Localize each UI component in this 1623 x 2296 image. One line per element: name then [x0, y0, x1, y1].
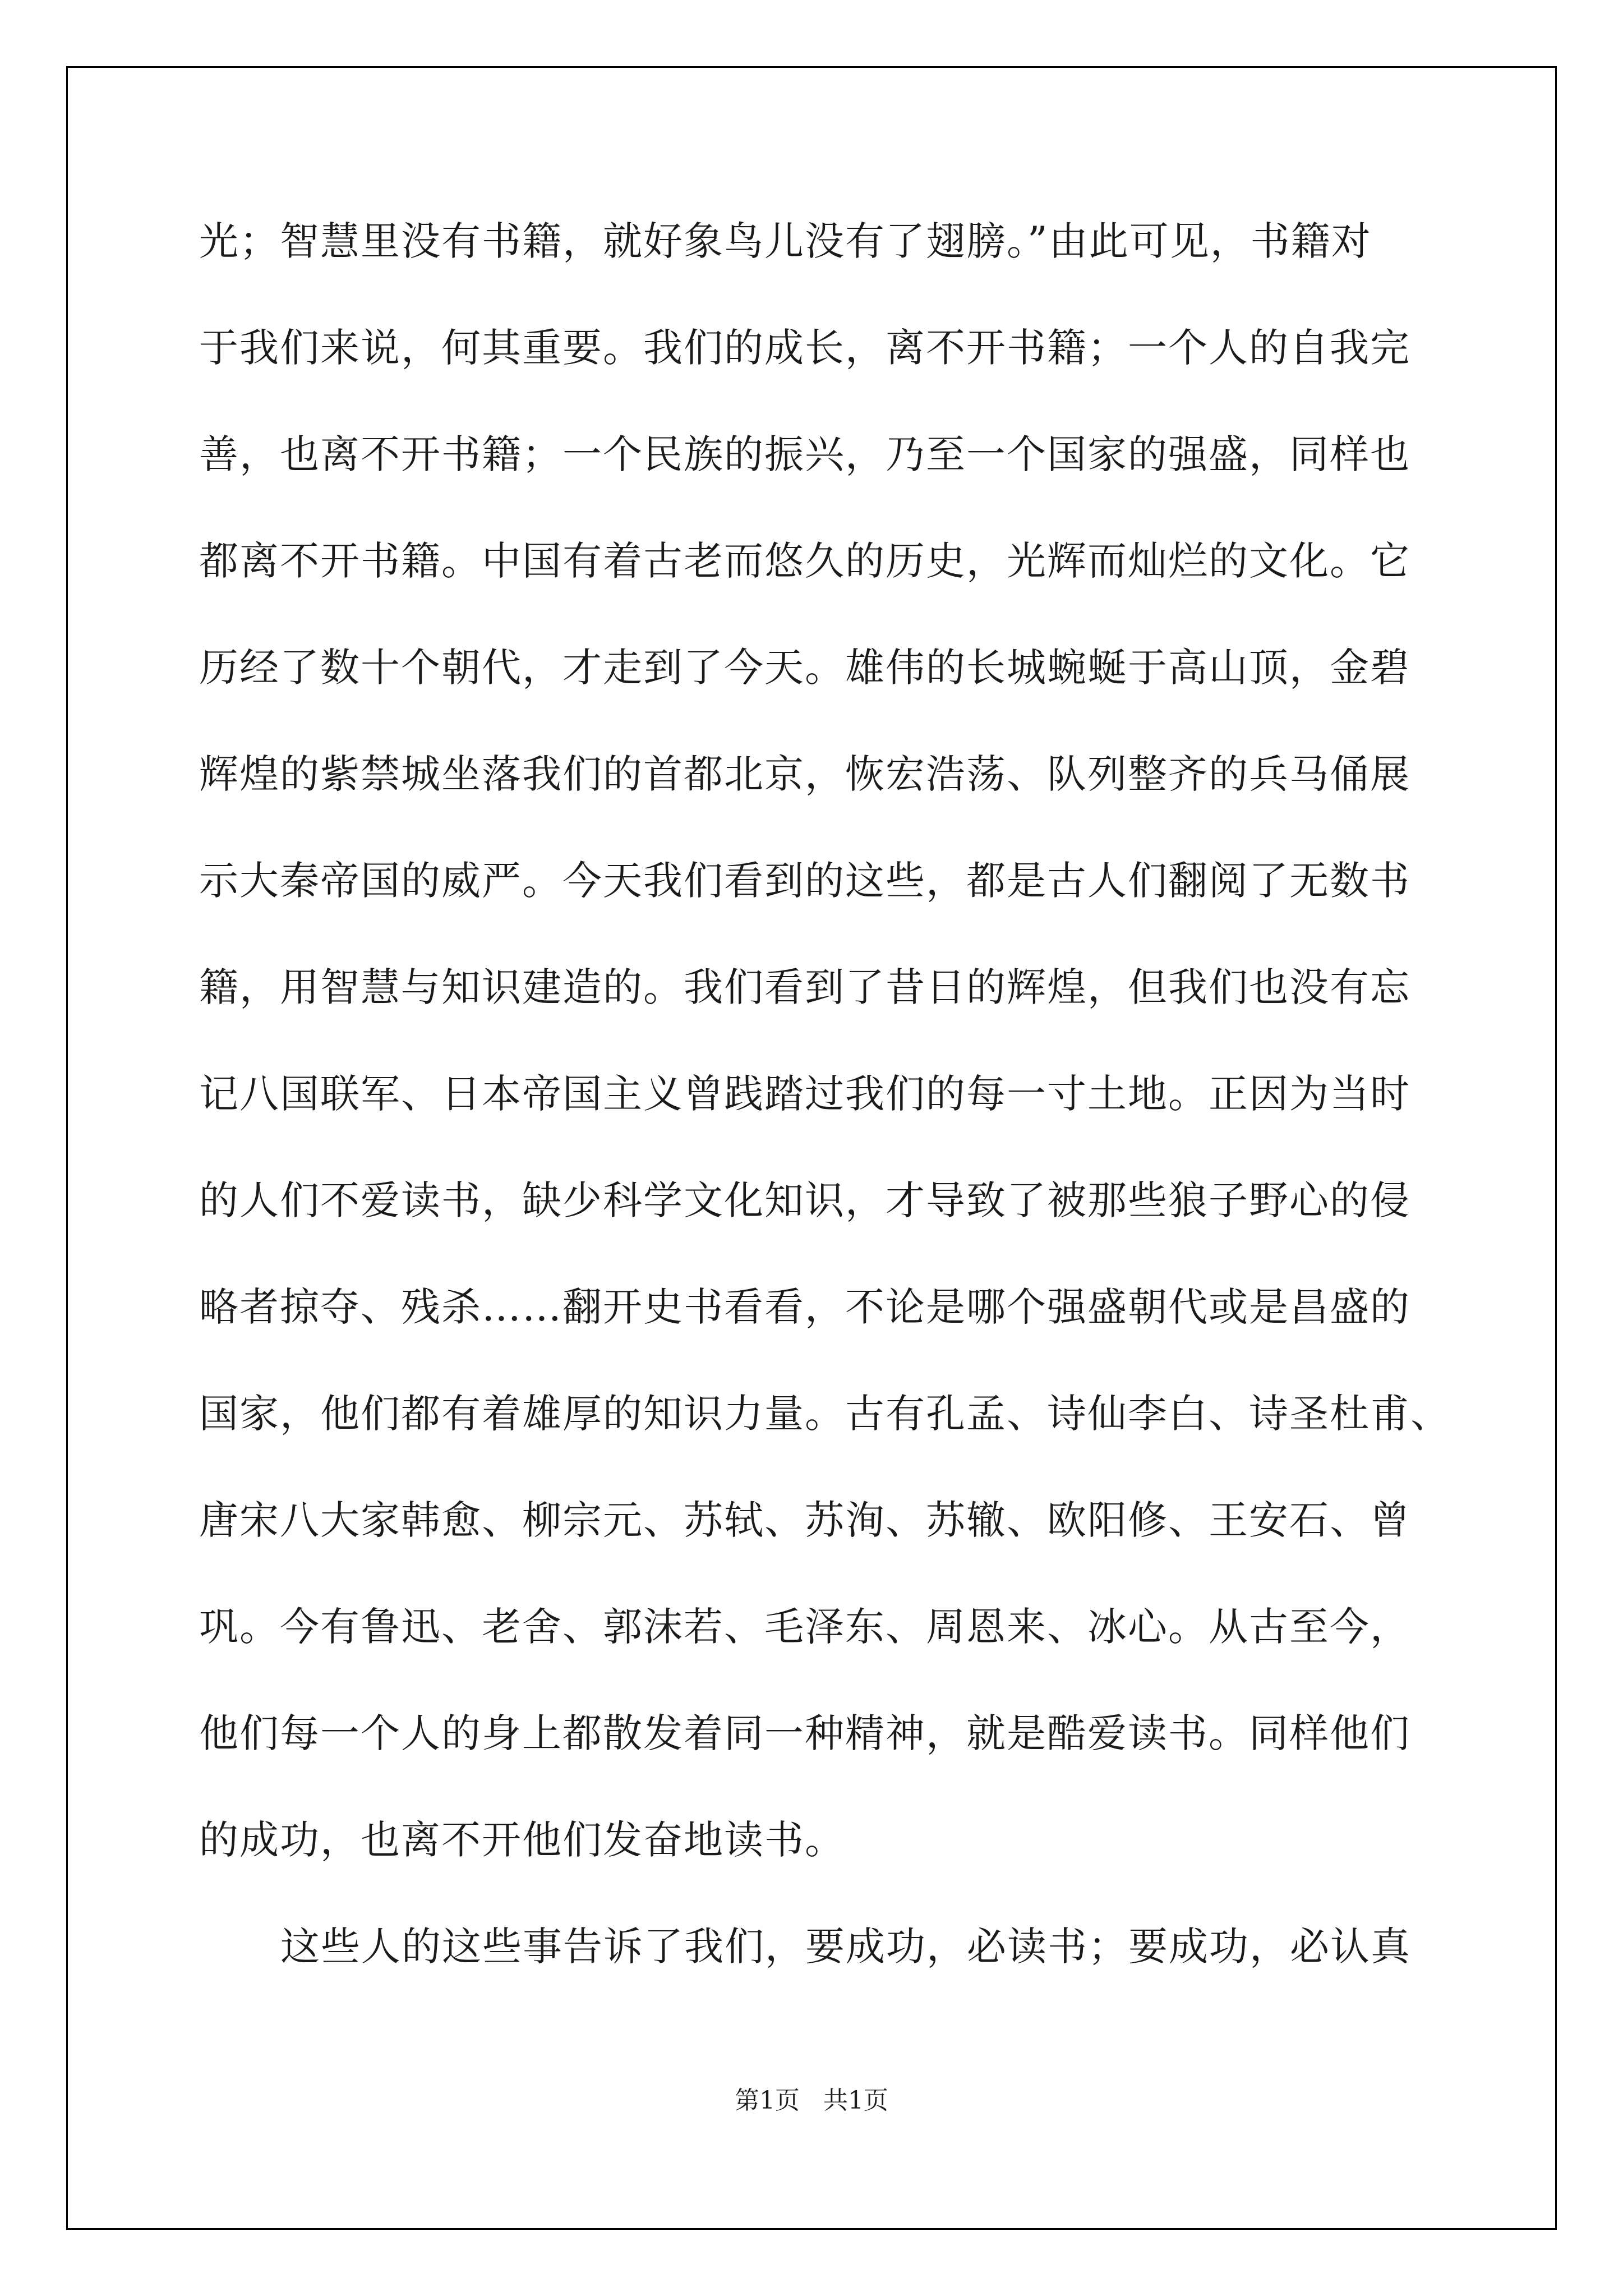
text-line-13: 唐宋八大家韩愈、柳宗元、苏轼、苏洵、苏辙、欧阳修、王安石、曾 [199, 1497, 1410, 1543]
text-line-4: 都离不开书籍。中国有着古老而悠久的历史，光辉而灿烂的文化。它 [199, 538, 1410, 584]
text-line-17: 这些人的这些事告诉了我们，要成功，必读书；要成功，必认真 [280, 1924, 1411, 1970]
text-line-16: 的成功，也离不开他们发奋地读书。 [199, 1817, 845, 1863]
text-line-1: 光；智慧里没有书籍，就好象鸟儿没有了翅膀。”由此可见，书籍对 [199, 218, 1372, 264]
page-footer [0, 2084, 1623, 2118]
text-line-8: 籍，用智慧与知识建造的。我们看到了昔日的辉煌，但我们也没有忘 [199, 964, 1410, 1010]
text-line-14: 巩。今有鲁迅、老舍、郭沫若、毛泽东、周恩来、冰心。从古至今， [199, 1604, 1410, 1650]
text-line-5: 历经了数十个朝代，才走到了今天。雄伟的长城蜿蜒于高山顶，金碧 [199, 645, 1410, 691]
page-border [66, 66, 1557, 2230]
text-line-15: 他们每一个人的身上都散发着同一种精神，就是酷爱读书。同样他们 [199, 1710, 1410, 1756]
text-line-3: 善，也离不开书籍；一个民族的振兴，乃至一个国家的强盛，同样也 [199, 431, 1410, 477]
text-line-7: 示大秦帝国的威严。今天我们看到的这些，都是古人们翻阅了无数书 [199, 858, 1410, 904]
page-number-label: 第1页 共1页 [735, 2086, 888, 2115]
text-line-11: 略者掠夺、残杀……翻开史书看看，不论是哪个强盛朝代或是昌盛的 [199, 1284, 1410, 1330]
text-line-12: 国家，他们都有着雄厚的知识力量。古有孔孟、诗仙李白、诗圣杜甫、 [199, 1391, 1451, 1437]
text-line-10: 的人们不爱读书，缺少科学文化知识，才导致了被那些狼子野心的侵 [199, 1177, 1410, 1223]
text-line-2: 于我们来说，何其重要。我们的成长，离不开书籍；一个人的自我完 [199, 325, 1410, 371]
text-line-6: 辉煌的紫禁城坐落我们的首都北京，恢宏浩荡、队列整齐的兵马俑展 [199, 751, 1410, 797]
text-line-9: 记八国联军、日本帝国主义曾践踏过我们的每一寸土地。正因为当时 [199, 1071, 1410, 1117]
